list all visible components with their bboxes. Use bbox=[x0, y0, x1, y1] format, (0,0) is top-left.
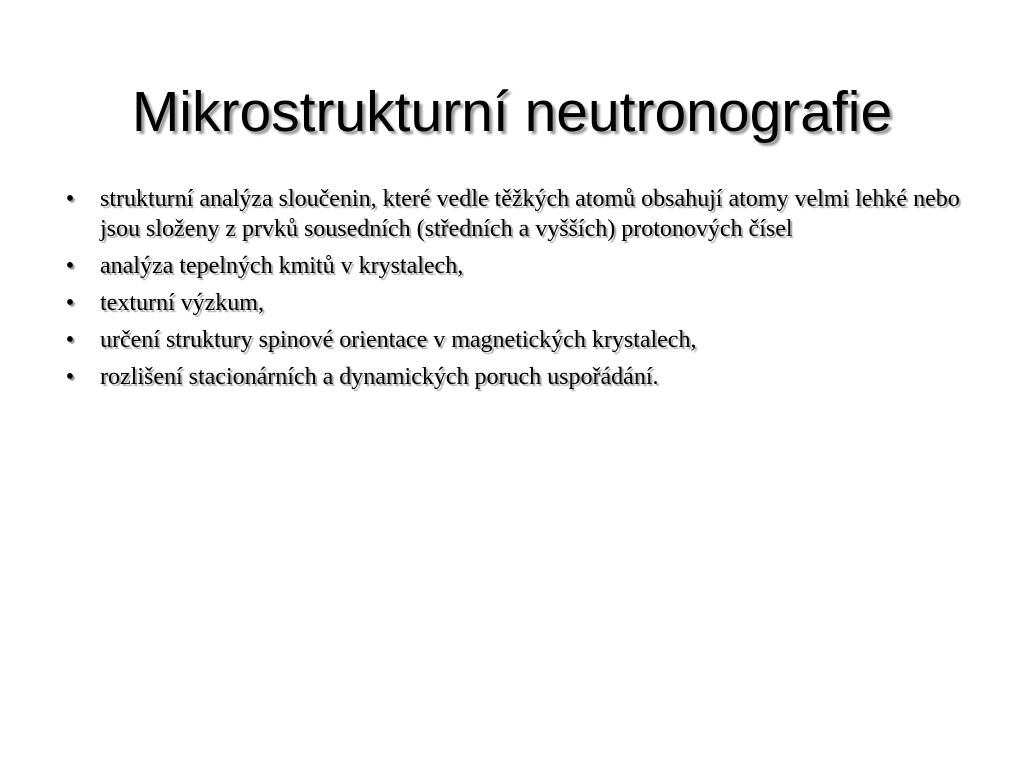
list-item bbox=[60, 362, 960, 392]
bullet-text: určení struktury spinové orientace v magnetických krystalech, bbox=[100, 327, 697, 353]
bullet-text: strukturní analýza sloučenin, které vedle těžkých atomů obsahují atomy velmi lehké nebo jsou složeny z prvků sousedních (středních a vyšších) protonových čísel bbox=[100, 186, 960, 242]
bullet-icon: • bbox=[65, 364, 75, 390]
bullet-text: rozlišení stacionárních a dynamických poruch uspořádání. bbox=[100, 364, 659, 390]
list-item bbox=[60, 251, 960, 281]
bullet-list bbox=[60, 184, 960, 399]
bullet-text: analýza tepelných kmitů v krystalech, bbox=[100, 253, 464, 279]
bullet-text: texturní výzkum, bbox=[100, 290, 264, 316]
bullet-icon: • bbox=[65, 253, 75, 279]
bullet-icon: • bbox=[65, 290, 75, 316]
list-item bbox=[60, 184, 960, 244]
slide-title: Mikrostrukturní neutronografie bbox=[131, 80, 893, 144]
list-item bbox=[60, 325, 960, 355]
list-item bbox=[60, 288, 960, 318]
bullet-icon: • bbox=[65, 327, 75, 353]
bullet-icon: • bbox=[65, 186, 75, 212]
